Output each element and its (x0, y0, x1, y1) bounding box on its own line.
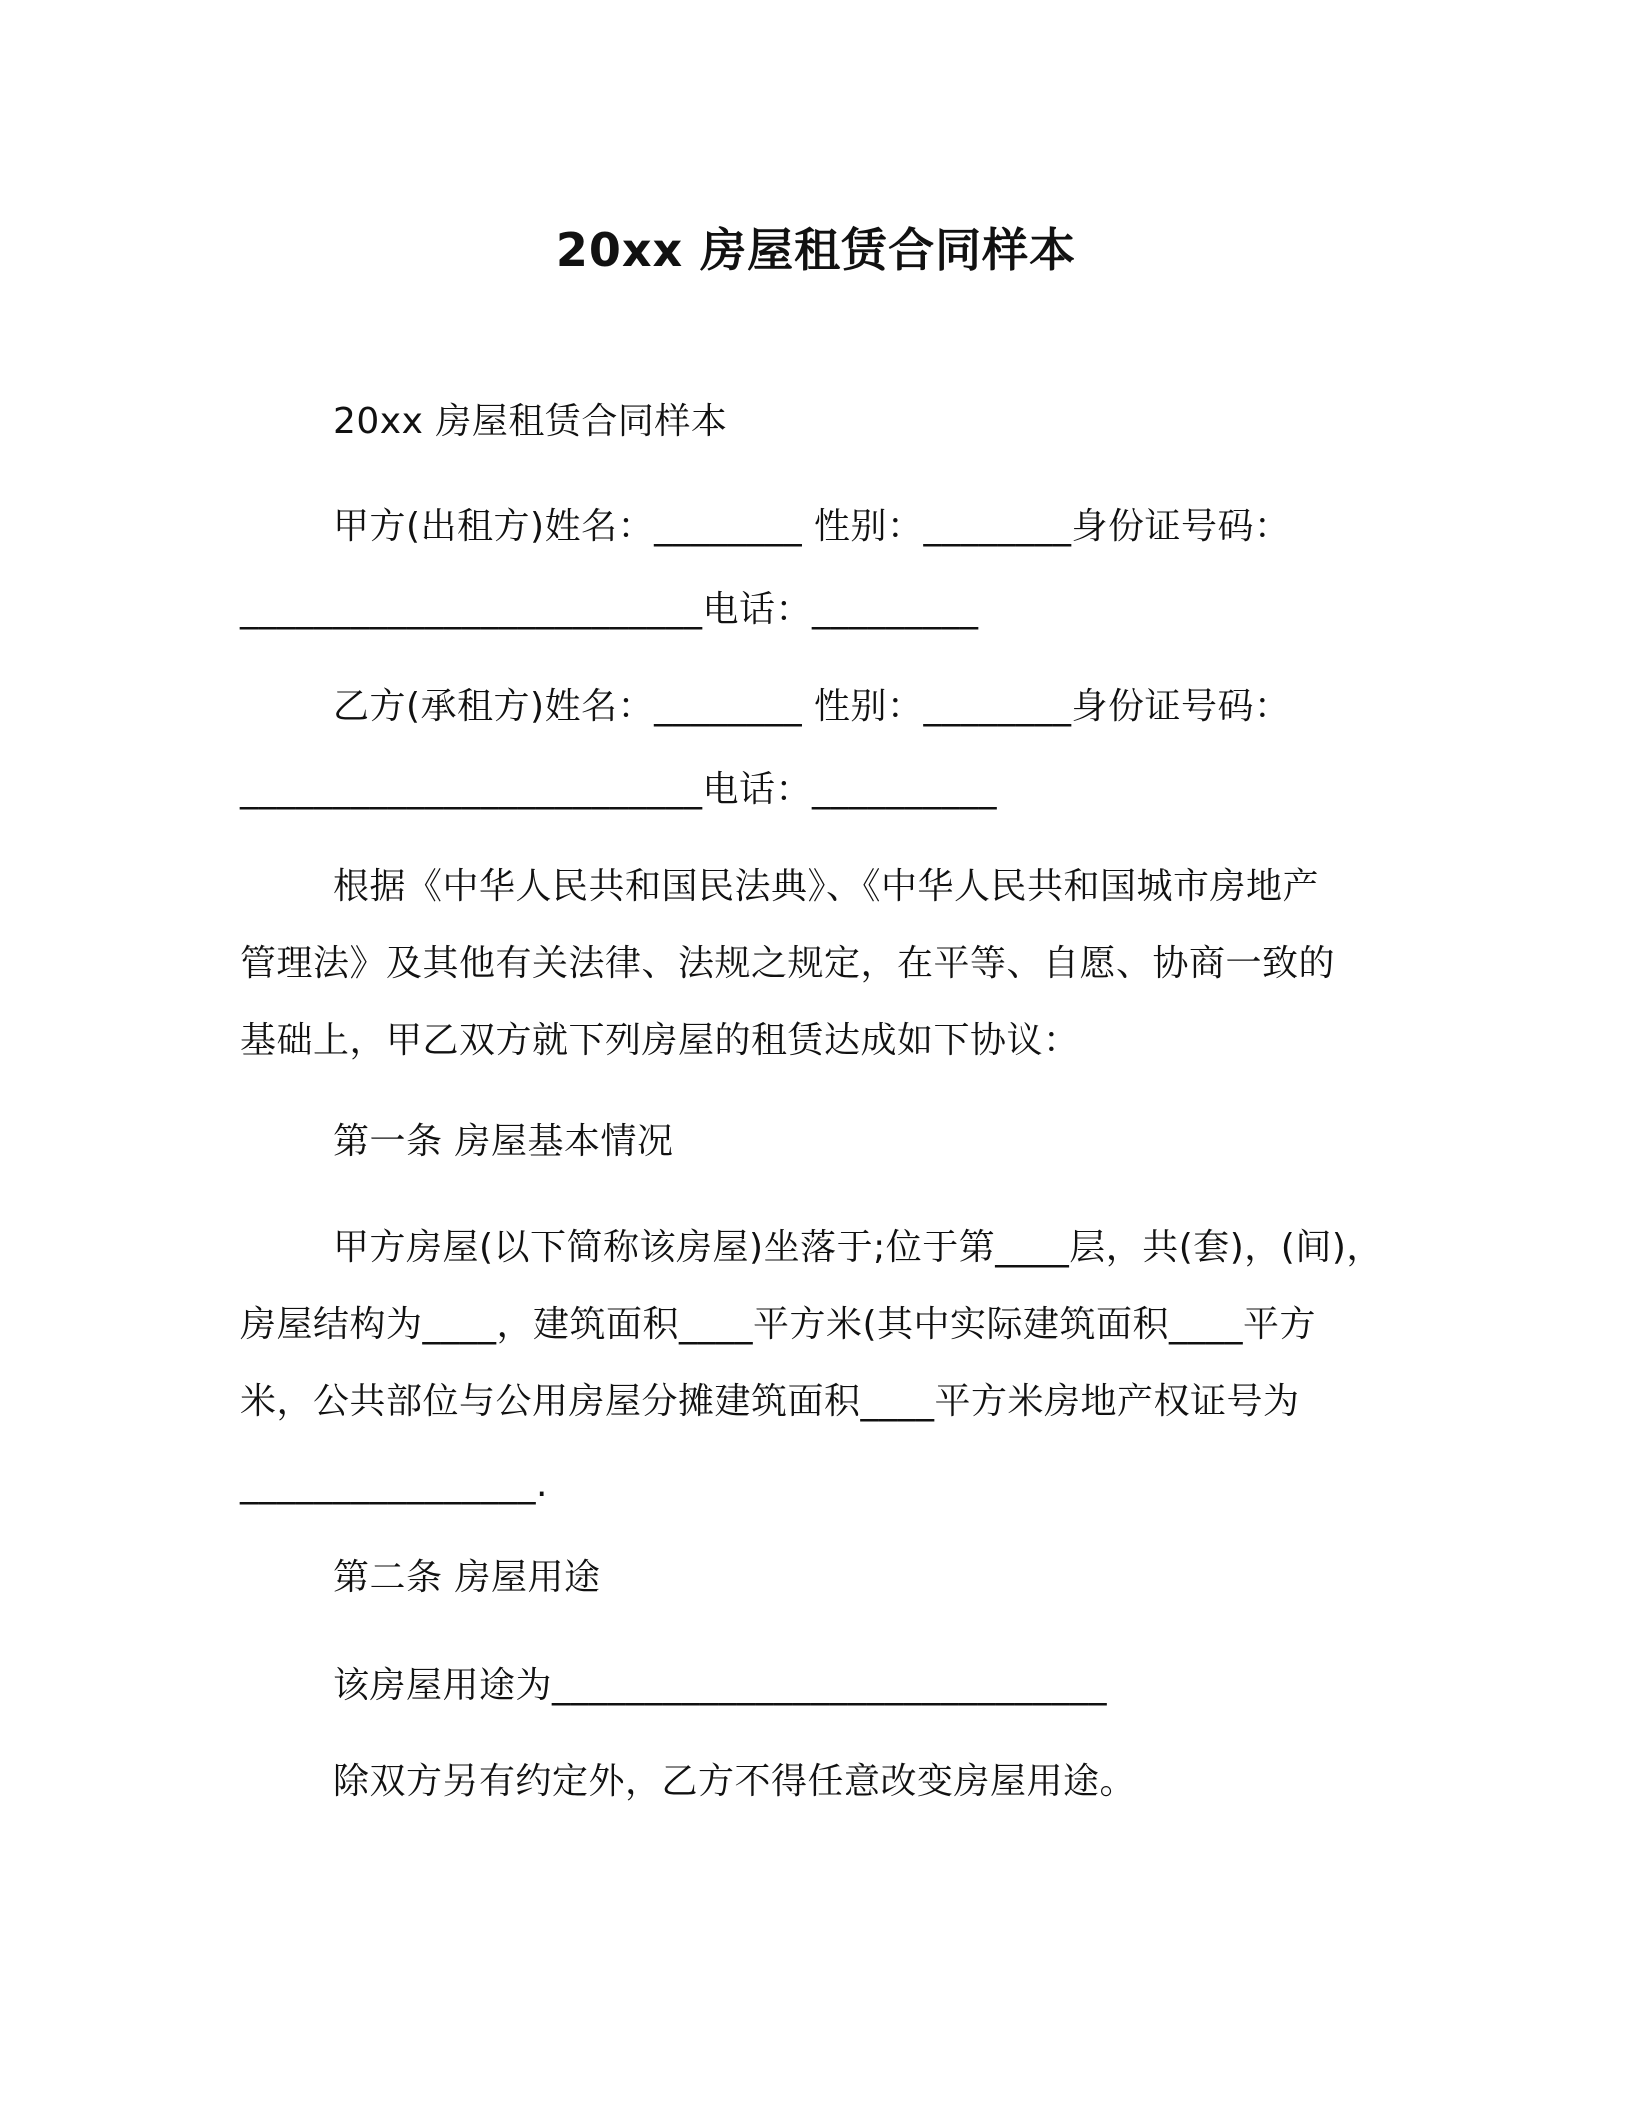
article-1-heading: 第一条 房屋基本情况 (333, 1121, 674, 1162)
document-subtitle: 20xx 房屋租赁合同样本 (333, 401, 728, 442)
preamble-line-2: 管理法》及其他有关法律、法规之规定，在平等、自愿、协商一致的 (240, 943, 1336, 984)
party-a-line-1: 甲方(出租方)姓名：________ 性别：________身份证号码： (333, 506, 1291, 547)
article-1-line-1: 甲方房屋(以下简称该房屋)坐落于;位于第____层，共(套)，(间)， (333, 1227, 1383, 1268)
article-1-line-3: 米，公共部位与公用房屋分摊建筑面积____平方米房地产权证号为 (240, 1381, 1300, 1422)
party-b-line-2: _________________________电话：__________ (240, 769, 998, 810)
article-1-line-2: 房屋结构为____，建筑面积____平方米(其中实际建筑面积____平方 (240, 1304, 1317, 1345)
party-b-line-1: 乙方(承租方)姓名：________ 性别：________身份证号码： (333, 686, 1291, 727)
preamble-line-1: 根据《中华人民共和国民法典》、《中华人民共和国城市房地产 (333, 866, 1320, 907)
article-2-line-1: 该房屋用途为______________________________ (333, 1665, 1108, 1706)
article-1-line-4: ________________. (240, 1464, 548, 1505)
party-a-line-2: _________________________电话：_________ (240, 589, 979, 630)
article-2-heading: 第二条 房屋用途 (333, 1557, 601, 1598)
preamble-line-3: 基础上，甲乙双方就下列房屋的租赁达成如下协议： (240, 1020, 1080, 1061)
article-2-line-2: 除双方另有约定外，乙方不得任意改变房屋用途。 (333, 1761, 1137, 1802)
document-title: 20xx 房屋租赁合同样本 (555, 223, 1077, 277)
